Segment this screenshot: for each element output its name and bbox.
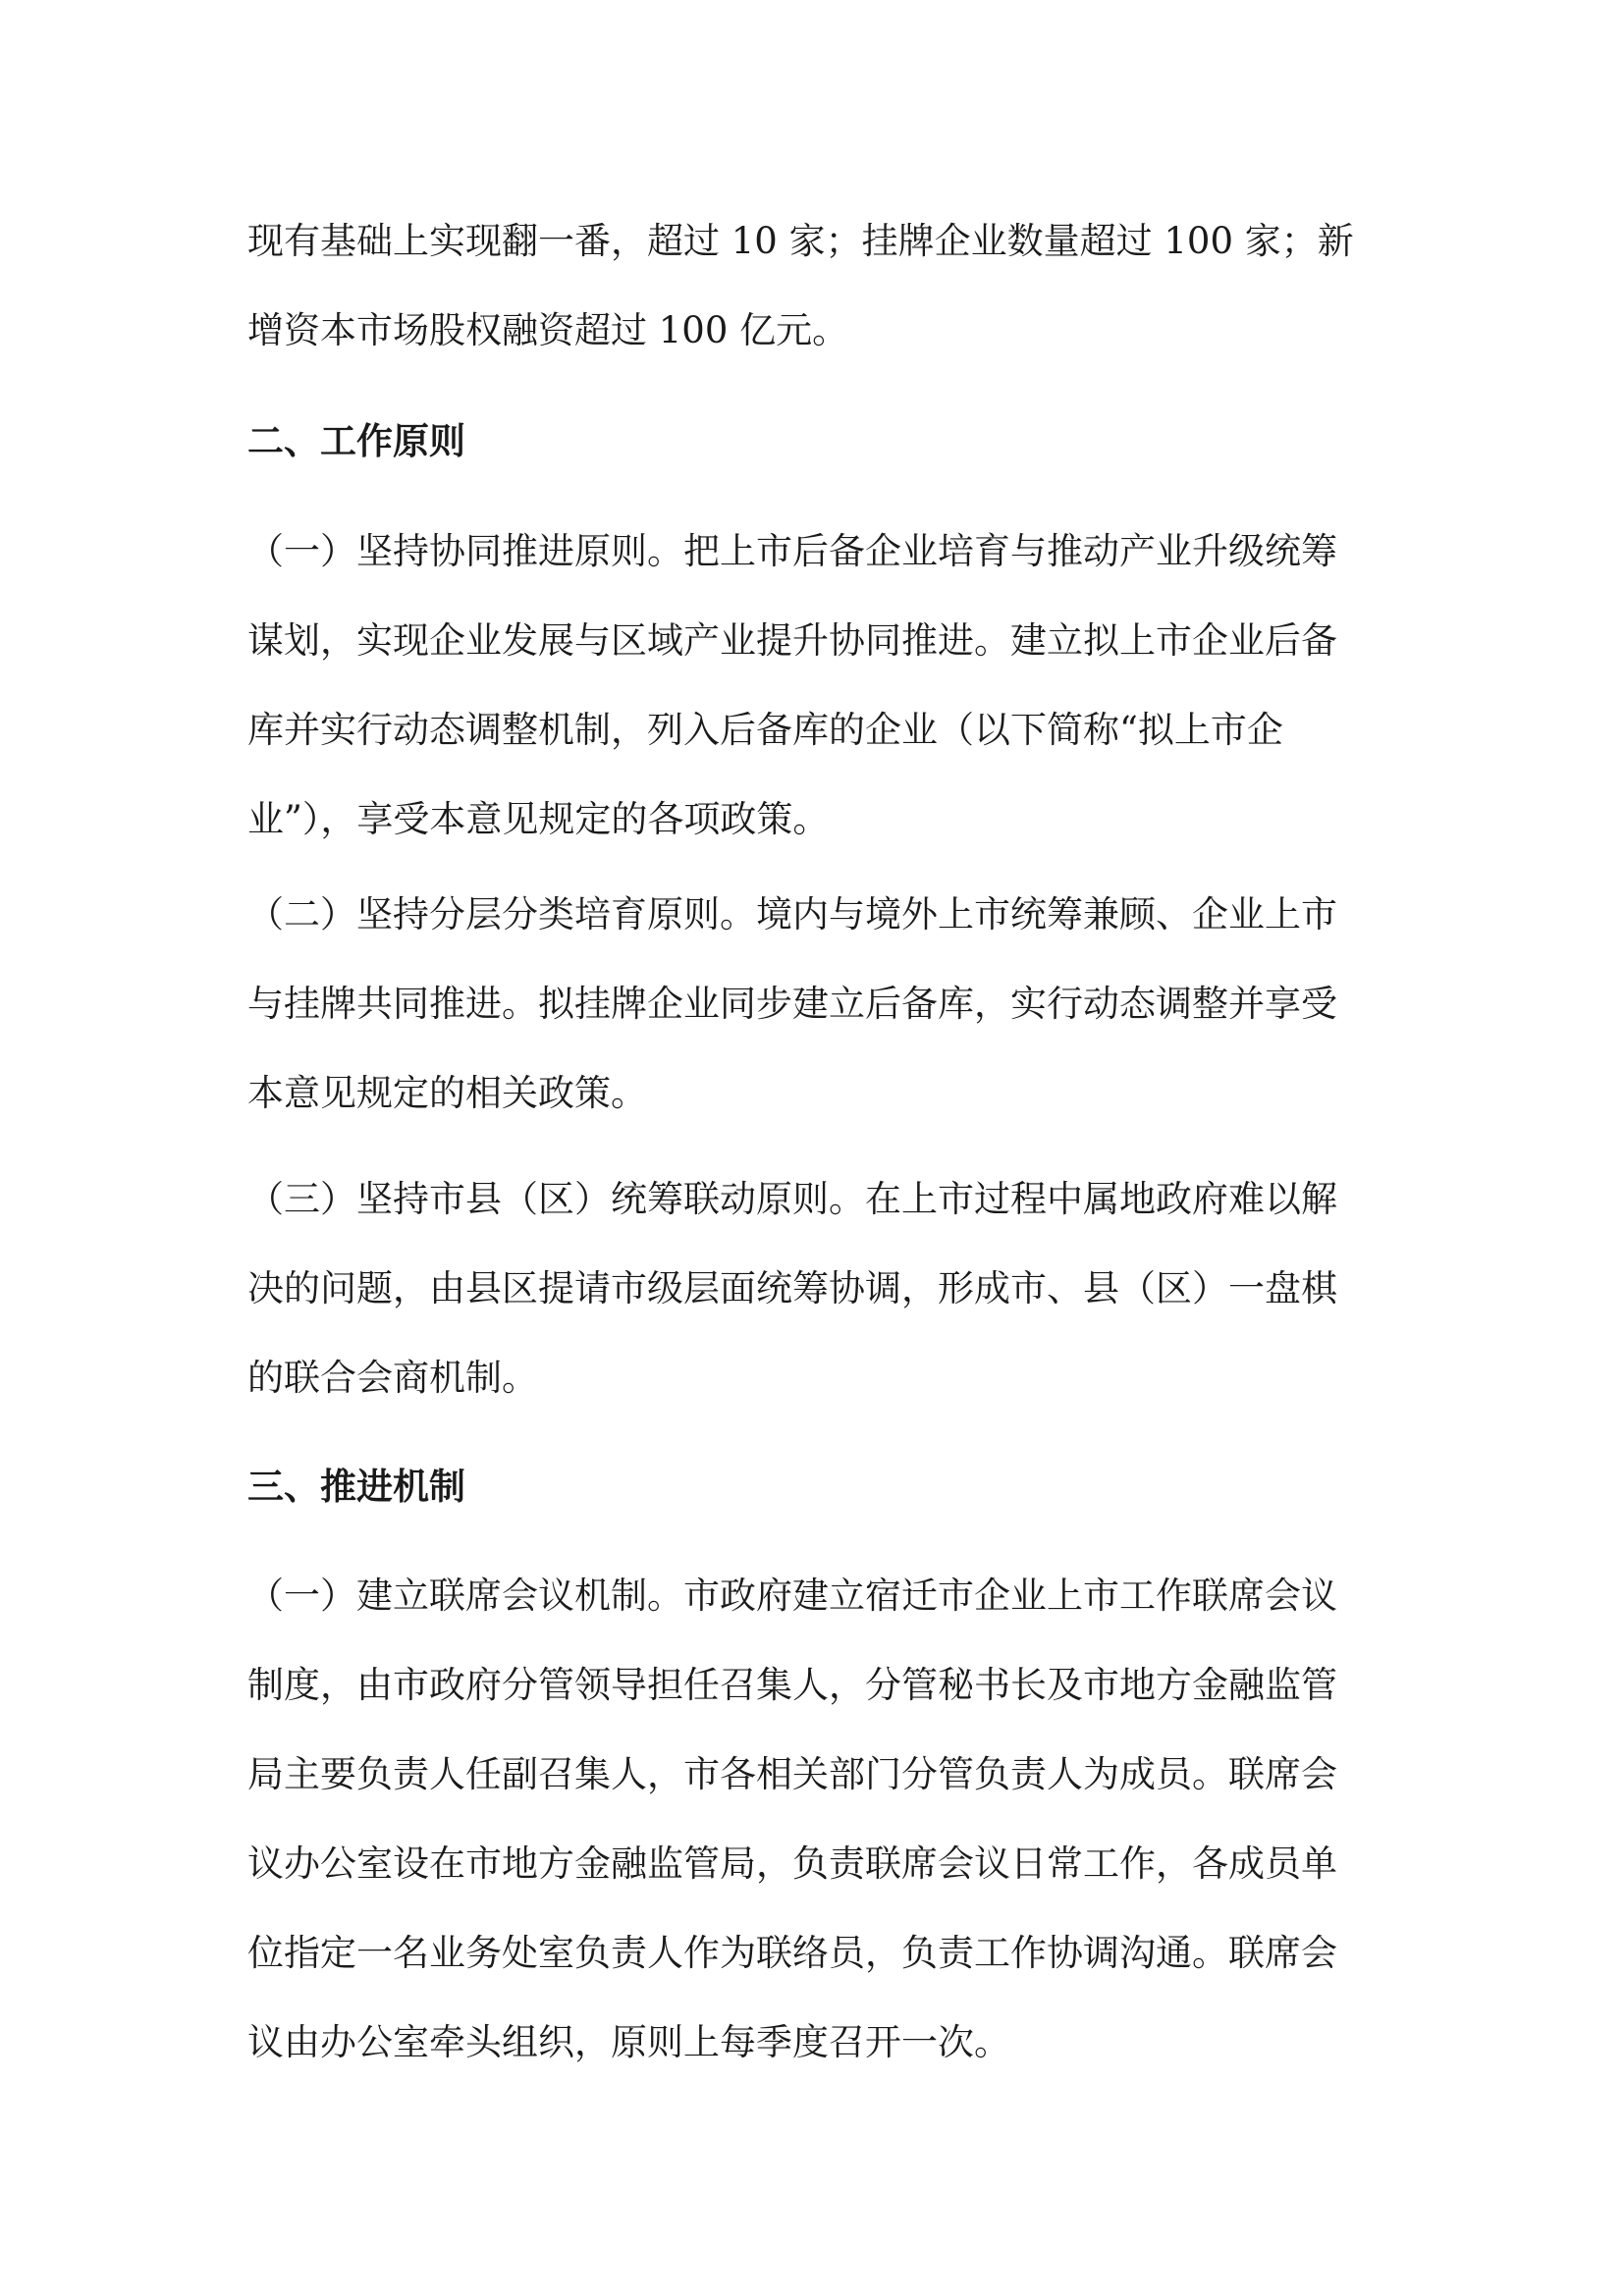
paragraph-line: （三）坚持市县（区）统筹联动原则。在上市过程中属地政府难以解	[247, 1178, 1337, 1220]
paragraph-line: 与挂牌共同推进。拟挂牌企业同步建立后备库，实行动态调整并享受	[247, 983, 1337, 1025]
paragraph-line: 制度，由市政府分管领导担任召集人，分管秘书长及市地方金融监管	[247, 1664, 1337, 1706]
paragraph-line: （一）坚持协同推进原则。把上市后备企业培育与推动产业升级统筹	[247, 530, 1337, 572]
paragraph-line: 议办公室设在市地方金融监管局，负责联席会议日常工作，各成员单	[247, 1842, 1337, 1885]
paragraph-line: 本意见规定的相关政策。	[247, 1072, 647, 1114]
paragraph-line: 决的问题，由县区提请市级层面统筹协调，形成市、县（区）一盘棋	[247, 1267, 1337, 1309]
paragraph-line: （一）建立联席会议机制。市政府建立宿迁市企业上市工作联席会议	[247, 1575, 1337, 1617]
paragraph-principle-3	[247, 1178, 1386, 1399]
paragraph-principle-1	[247, 530, 1386, 840]
section-heading-work-principles: 二、工作原则	[247, 420, 465, 462]
paragraph-line: 谋划，实现企业发展与区域产业提升协同推进。建立拟上市企业后备	[247, 619, 1337, 662]
paragraph-line: 增资本市场股权融资超过 100 亿元。	[247, 309, 849, 351]
paragraph-line: 位指定一名业务处室负责人作为联络员，负责工作协调沟通。联席会	[247, 1932, 1337, 1974]
paragraph-line: 议由办公室牵头组织，原则上每季度召开一次。	[247, 2021, 1010, 2063]
paragraph-line: （二）坚持分层分类培育原则。境内与境外上市统筹兼顾、企业上市	[247, 893, 1337, 935]
paragraph-line: 业”），享受本意见规定的各项政策。	[247, 798, 830, 840]
paragraph-continuation	[247, 220, 1386, 351]
paragraph-line: 的联合会商机制。	[247, 1357, 538, 1399]
paragraph-line: 现有基础上实现翻一番，超过 10 家；挂牌企业数量超过 100 家；新	[247, 220, 1354, 262]
paragraph-line: 库并实行动态调整机制，列入后备库的企业（以下简称“拟上市企	[247, 709, 1283, 751]
section-heading-mechanism: 三、推进机制	[247, 1466, 465, 1508]
paragraph-line: 局主要负责人任副召集人，市各相关部门分管负责人为成员。联席会	[247, 1753, 1337, 1795]
paragraph-principle-2	[247, 893, 1386, 1114]
paragraph-mechanism-1	[247, 1575, 1386, 2063]
